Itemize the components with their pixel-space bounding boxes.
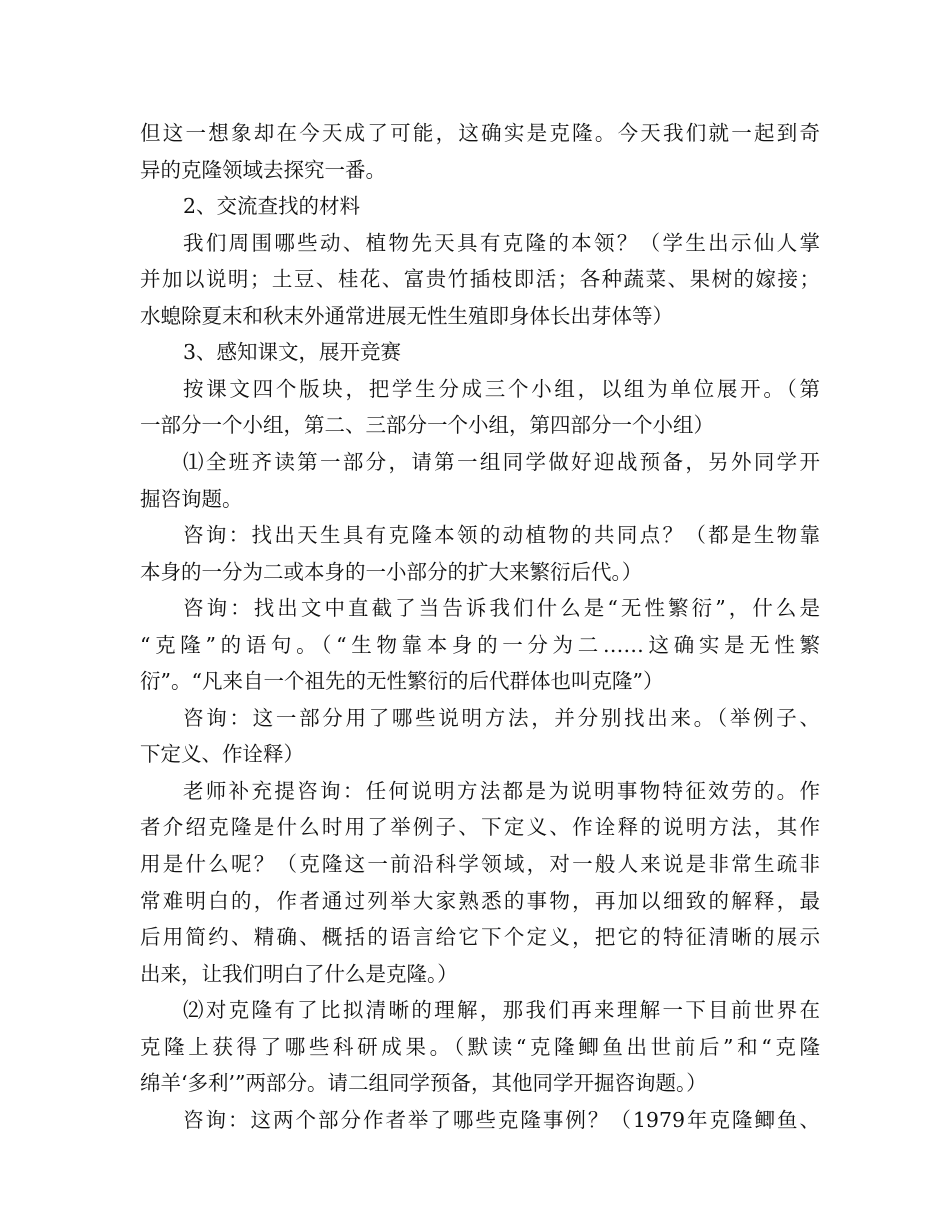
text-line: 老师补充提咨询：任何说明方法都是为说明事物特征效劳的。作 [183,778,820,803]
text-line: ⑵对克隆有了比拟清晰的理解，那我们再来理解一下目前世界在 [183,998,820,1023]
text-line: 常难明白的，作者通过列举大家熟悉的事物，再加以细致的解释，最 [140,888,820,913]
text-line: “克隆”的语句。（“生物靠本身的一分为二……这确实是无性繁 [140,632,820,657]
text-line: 咨询：这一部分用了哪些说明方法，并分别找出来。（举例子、 [183,705,820,730]
text-line: 水螅除夏末和秋末外通常进展无性生殖即身体长出芽体等） [140,303,673,328]
text-line: 掘咨询题。 [140,486,243,511]
text-line: ⑴全班齐读第一部分，请第一组同学做好迎战预备，另外同学开 [183,449,820,474]
text-line: 按课文四个版块，把学生分成三个小组，以组为单位展开。（第 [183,376,820,401]
text-line: 我们周围哪些动、植物先天具有克隆的本领？（学生出示仙人掌 [183,230,820,255]
text-line: 3、感知课文，展开竞赛 [183,340,402,365]
text-line: 用是什么呢？（克隆这一前沿科学领域，对一般人来说是非常生疏非 [140,852,820,876]
text-line: 咨询：找出天生具有克隆本领的动植物的共同点？（都是生物靠 [183,523,820,548]
text-line: 下定义、作诠释） [140,742,304,767]
text-line: 克隆上获得了哪些科研成果。（默读“克隆鲫鱼出世前后”和“克隆 [140,1034,820,1059]
text-line: 2、交流查找的材料 [183,194,361,219]
text-line: 衍”。“凡来自一个祖先的无性繁衍的后代群体也叫克隆”） [140,669,664,694]
text-line: 一部分一个小组，第二、三部分一个小组，第四部分一个小组） [140,413,714,438]
text-line: 咨询：这两个部分作者举了哪些克隆事例？（1979年克隆鲫鱼、 [183,1107,820,1132]
text-line: 后用简约、精确、概括的语言给它下个定义，把它的特征清晰的展示 [140,925,820,950]
text-line: 但这一想象却在今天成了可能，这确实是克隆。今天我们就一起到奇 [140,121,820,145]
text-line: 绵羊‘多利’”两部分。请二组同学预备，其他同学开掘咨询题。） [140,1071,707,1096]
text-line: 咨询：找出文中直截了当告诉我们什么是“无性繁衍”，什么是 [183,596,820,621]
text-line: 者介绍克隆是什么时用了举例子、下定义、作诠释的说明方法，其作 [140,815,820,840]
text-line: 异的克隆领域去探究一番。 [140,157,386,182]
text-line: 并加以说明；土豆、桂花、富贵竹插枝即活；各种蔬菜、果树的嫁接； [140,267,820,292]
text-line: 本身的一分为二或本身的一小部分的扩大来繁衍后代。） [140,559,643,584]
text-line: 出来，让我们明白了什么是克隆。） [140,961,458,986]
